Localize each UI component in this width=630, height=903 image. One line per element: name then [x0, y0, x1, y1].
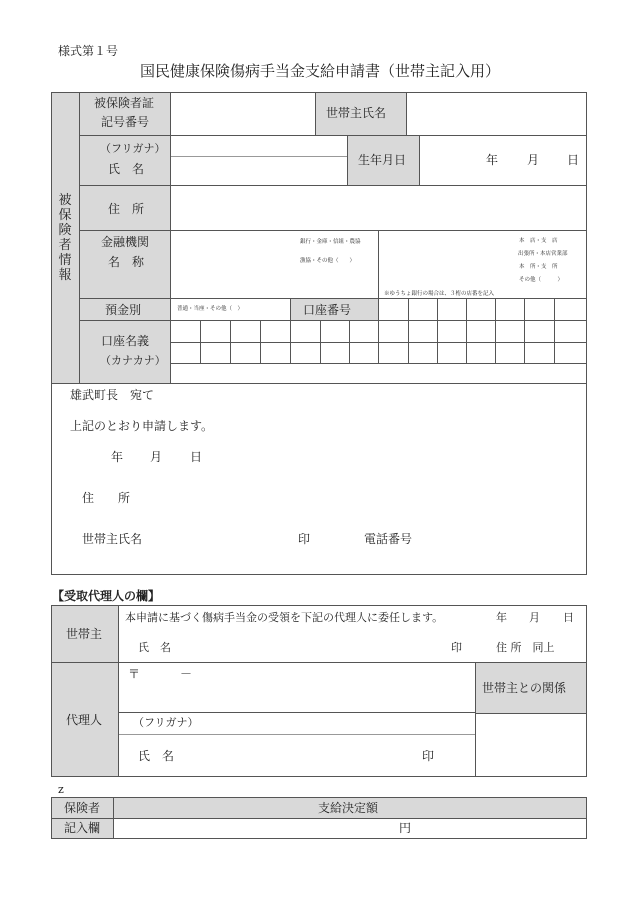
delegation-text: 本申請に基づく傷病手当金の受領を下記の代理人に委任します。 — [125, 611, 444, 624]
relationship-label: 世帯主との関係 — [482, 681, 567, 695]
application-day: 日 — [190, 450, 203, 464]
addressee: 雄武町長 宛て — [70, 388, 155, 402]
address-label: 住 所 — [108, 202, 145, 216]
form-number: 様式第１号 — [58, 44, 119, 58]
birthdate-month: 月 — [527, 153, 540, 167]
relationship-field[interactable] — [476, 714, 586, 776]
proxy-furigana-label: （フリガナ） — [133, 716, 199, 729]
amount-field[interactable] — [114, 819, 394, 838]
proxy-householder-label: 世帯主 — [66, 627, 103, 641]
application-month: 月 — [150, 450, 163, 464]
bank-label-2: 名 称 — [108, 255, 145, 269]
birthdate-day: 日 — [567, 153, 580, 167]
deposit-type-label: 預金別 — [105, 303, 142, 317]
insurance-card-label-1: 被保険者証 — [94, 96, 155, 110]
applicant-address-field[interactable] — [160, 486, 560, 508]
insurer-label-1: 保険者 — [64, 801, 101, 815]
account-number-label: 口座番号 — [303, 303, 352, 317]
applicant-name-field[interactable] — [160, 527, 290, 549]
birthdate-label: 生年月日 — [358, 153, 407, 167]
insurance-card-number-field[interactable] — [171, 93, 315, 135]
name-field[interactable] — [171, 157, 347, 185]
account-holder-label-2: （カナカナ） — [100, 354, 166, 367]
bank-types-line-2: 漁協・その他（ ） — [300, 258, 356, 264]
phone-label: 電話番号 — [364, 532, 413, 546]
proxy-name-field[interactable] — [185, 740, 405, 770]
proxy-section-heading: 【受取代理人の欄】 — [52, 589, 161, 603]
birthdate-field[interactable] — [421, 136, 586, 185]
birthdate-year: 年 — [486, 153, 499, 167]
application-statement: 上記のとおり申請します。 — [70, 419, 214, 433]
householder-name-label: 世帯主氏名 — [326, 106, 387, 120]
deposit-type-options[interactable]: 普通・当座・その他（ ） — [177, 306, 244, 312]
applicant-name-label: 世帯主氏名 — [82, 532, 143, 546]
form-title: 国民健康保険傷病手当金支給申請書（世帯主記入用） — [140, 62, 501, 80]
branch-types-line-1: 本 店・支 店 — [519, 238, 558, 244]
branch-types-line-4: その他（ ） — [519, 277, 564, 283]
delegator-address-same: 住 所 同上 — [496, 641, 555, 654]
yen-unit: 円 — [399, 821, 412, 835]
delegator-name-label: 氏 名 — [138, 641, 171, 654]
furigana-label: （フリガナ） — [100, 142, 166, 155]
proxy-address-field[interactable] — [120, 664, 475, 712]
delegation-day: 日 — [563, 611, 574, 624]
insurance-card-label-2: 記号番号 — [101, 115, 150, 129]
name-label: 氏 名 — [108, 162, 145, 176]
delegation-year: 年 — [496, 611, 507, 624]
applicant-seal: 印 — [298, 532, 311, 546]
bank-types-line-1: 銀行・金庫・信組・農協 — [300, 239, 361, 245]
applicant-address-label: 住 所 — [82, 491, 131, 505]
postal-mark: 〒 — [128, 667, 141, 681]
address-field[interactable] — [171, 186, 586, 230]
phone-field[interactable] — [420, 527, 570, 549]
application-year: 年 — [111, 450, 124, 464]
amount-label: 支給決定額 — [318, 801, 379, 815]
insured-info-side-label: 被保険者情報 — [58, 193, 72, 283]
delegator-seal: 印 — [451, 641, 462, 654]
proxy-seal: 印 — [422, 749, 435, 763]
bank-label-1: 金融機関 — [101, 235, 150, 249]
householder-name-field[interactable] — [408, 93, 586, 135]
delegator-name-field[interactable] — [180, 636, 440, 656]
insurer-label-2: 記入欄 — [64, 821, 101, 835]
branch-types-line-3: 本 所・支 所 — [519, 264, 558, 270]
proxy-name-label: 氏 名 — [138, 749, 175, 763]
stray-mark: z — [58, 783, 64, 796]
proxy-label: 代理人 — [66, 713, 103, 727]
yucho-note: ※ゆうちょ銀行の場合は、３桁の店番を記入 — [384, 291, 495, 297]
postal-dash: － — [180, 667, 193, 681]
delegation-month: 月 — [529, 611, 540, 624]
furigana-field[interactable] — [171, 136, 347, 156]
account-holder-label-1: 口座名義 — [101, 334, 150, 348]
branch-types-line-2: 出張所・本店営業部 — [518, 251, 568, 257]
